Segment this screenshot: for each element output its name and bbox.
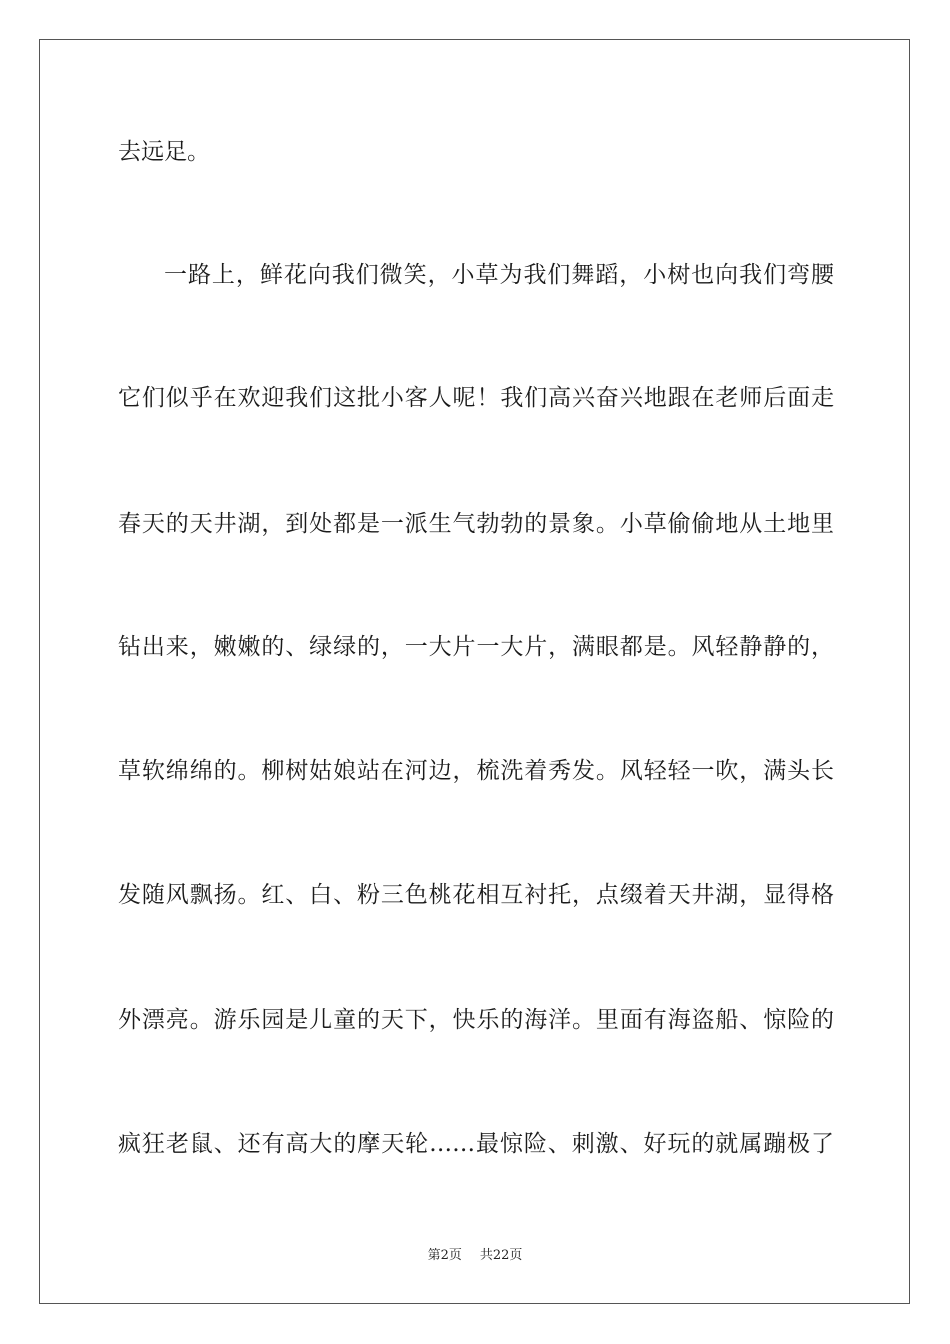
text-line-5: 钻出来，嫩嫩的、绿绿的，一大片一大片，满眼都是。风轻静静的， <box>118 634 834 660</box>
text-line-6: 草软绵绵的。柳树姑娘站在河边，梳洗着秀发。风轻轻一吹，满头长 <box>118 758 834 784</box>
page-footer <box>0 1247 950 1265</box>
text-line-8: 外漂亮。游乐园是儿童的天下，快乐的海洋。里面有海盗船、惊险的 <box>118 1007 834 1033</box>
total-pages: 共22页 <box>479 1248 523 1263</box>
text-line-3: 它们似乎在欢迎我们这批小客人呢！我们高兴奋兴地跟在老师后面走 <box>118 385 834 411</box>
text-line-1: 去远足。 <box>118 139 210 165</box>
text-line-9: 疯狂老鼠、还有高大的摩天轮……最惊险、刺激、好玩的就属蹦极了 <box>118 1131 834 1157</box>
text-line-4: 春天的天井湖，到处都是一派生气勃勃的景象。小草偷偷地从土地里 <box>118 511 834 537</box>
text-line-2: 一路上，鲜花向我们微笑，小草为我们舞蹈，小树也向我们弯腰 <box>164 262 834 288</box>
page-border <box>39 39 910 1304</box>
page-number: 第2页 <box>427 1248 462 1263</box>
text-line-7: 发随风飘扬。红、白、粉三色桃花相互衬托，点缀着天井湖，显得格 <box>118 882 834 908</box>
